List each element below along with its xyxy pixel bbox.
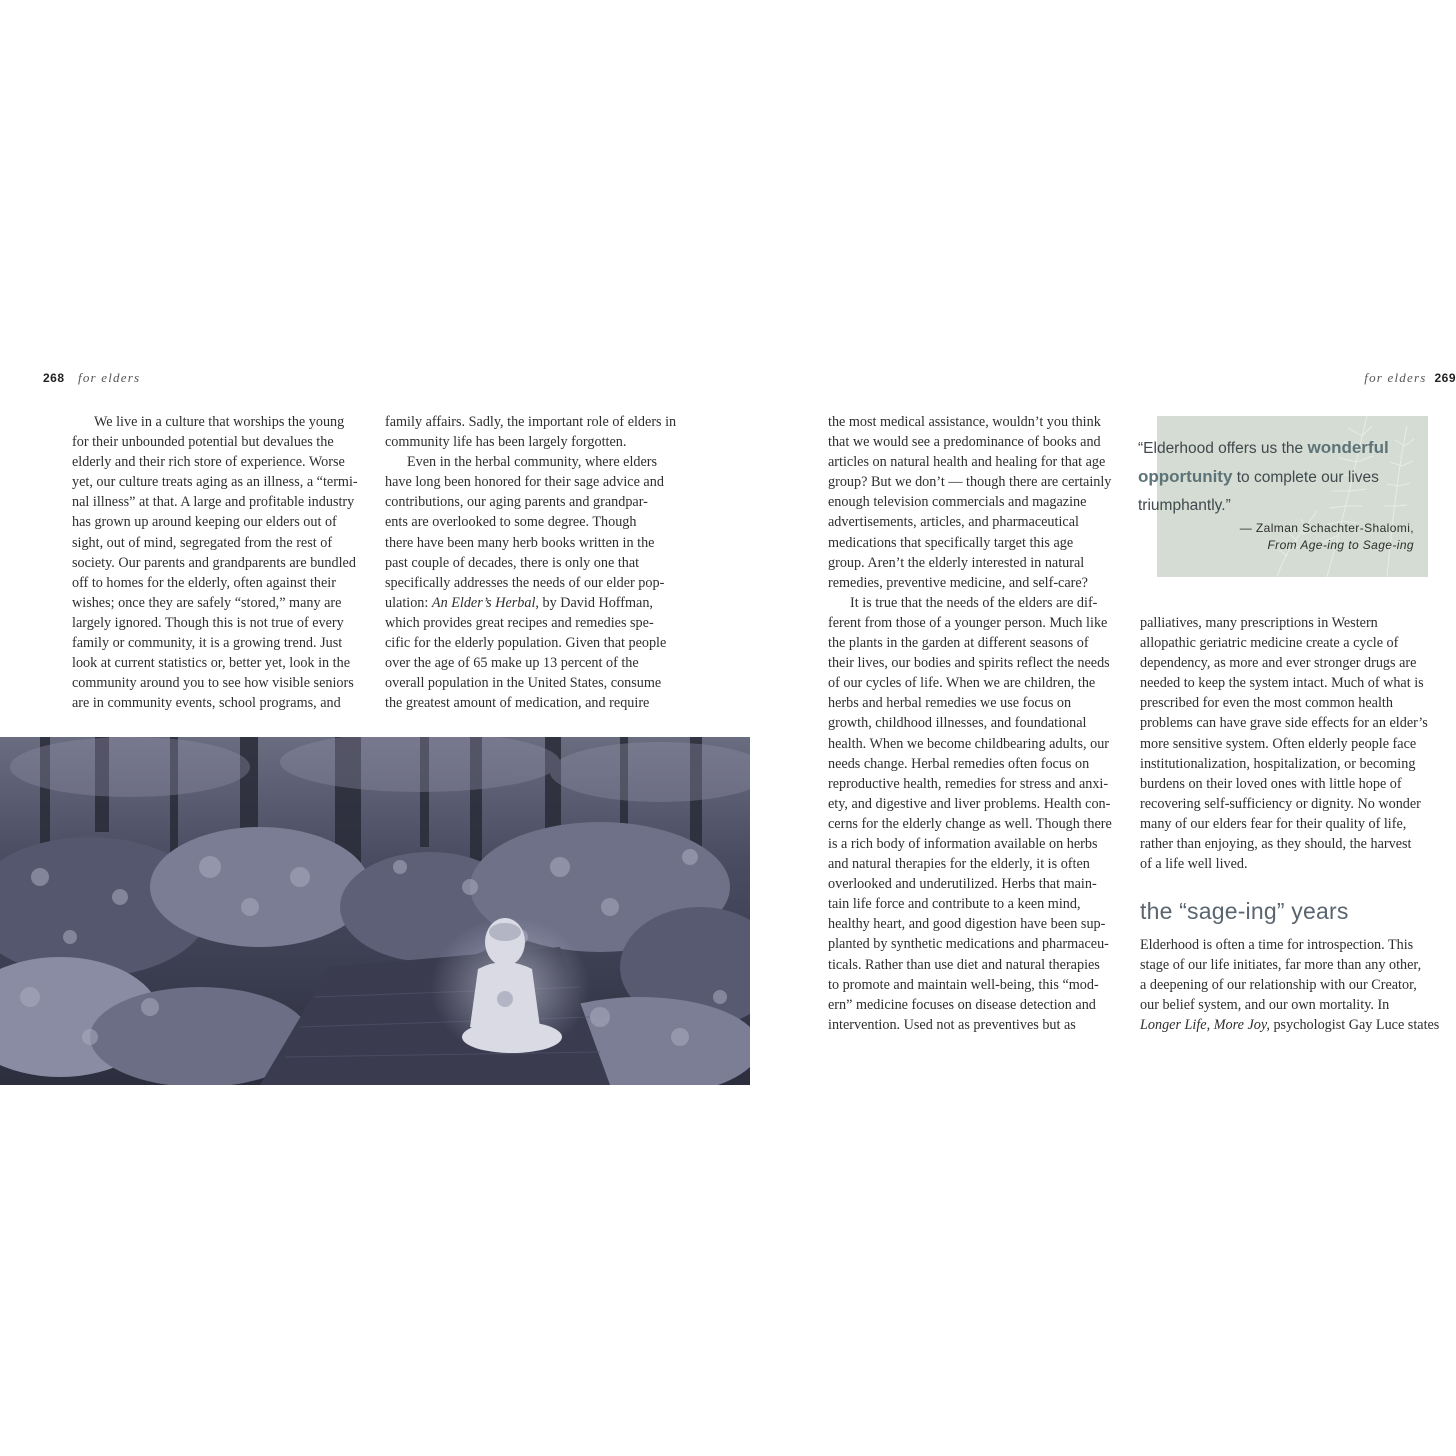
section-heading: the “sage-ing” years: [1140, 898, 1349, 924]
text-line: yet, our culture treats aging as an illness, a “termi-: [72, 474, 358, 491]
text-line: ents are overlooked to some degree. Though: [385, 514, 637, 531]
text-line: society. Our parents and grandparents are bundled: [72, 554, 356, 571]
quote-emphasis: opportunity: [1138, 467, 1233, 486]
text-line: family or community, it is a growing trend. Just: [72, 635, 343, 652]
text-line: It is true that the needs of the elders are dif-: [850, 594, 1098, 611]
text-line: largely ignored. Though this is not true of every: [72, 614, 344, 631]
text-line: recovering self-sufficiency or dignity. No wonder: [1140, 795, 1421, 812]
text-line: past couple of decades, there is only one that: [385, 554, 640, 571]
text-line: there have been many herb books written in the: [385, 534, 655, 551]
text-line: look at current statistics or, better yet, look in the: [72, 655, 350, 672]
text-line: over the age of 65 make up 13 percent of the: [385, 655, 639, 672]
section-body: [1140, 935, 1440, 1035]
text-line: more sensitive system. Often elderly people face: [1140, 735, 1417, 752]
text-line: planted by synthetic medications and pharmaceu-: [828, 936, 1109, 953]
text-line: growth, childhood illnesses, and foundational: [828, 715, 1087, 732]
text-line: institutionalization, hospitalization, or becoming: [1140, 755, 1416, 772]
text-line: Elderhood is often a time for introspection. This: [1140, 937, 1414, 953]
garden-photo: [0, 737, 750, 1085]
pull-quote: “Elderhood offers us the wonderful opportunity to complete our lives triumphantly.”: [1138, 438, 1389, 514]
text-line: our belief system, and our own mortality. In: [1140, 997, 1390, 1014]
text-line: tain life force and contribute to a keen mind,: [828, 896, 1081, 913]
text-line: have long been honored for their sage advice and: [385, 474, 664, 491]
text-line: ulation: An Elder’s Herbal, by David Hoffman,: [385, 594, 653, 611]
text-line: of our cycles of life. When we are children, the: [828, 675, 1096, 692]
running-head-title-right: for elders: [1364, 370, 1427, 385]
buddha-statue-garden-photo-icon: [0, 737, 750, 1085]
text-line: needed to keep the system intact. Much of what is: [1140, 675, 1424, 692]
text-line: intervention. Used not as preventives but as: [828, 1016, 1076, 1033]
text-line: reproductive health, remedies for stress and anxi-: [828, 775, 1109, 792]
text-line: is a rich body of information available on herbs: [828, 835, 1098, 852]
text-line: wishes; once they are safely “stored,” many are: [72, 594, 342, 611]
text-line: the greatest amount of medication, and require: [385, 695, 650, 712]
text-line: a deepening of our relationship with our Creator,: [1140, 977, 1417, 994]
text-line: Even in the herbal community, where elders: [407, 454, 658, 471]
text-line: the most medical assistance, wouldn’t you think: [828, 414, 1101, 430]
book-title: An Elder’s Herbal,: [431, 594, 539, 611]
body-column-4: [1140, 613, 1435, 874]
text-line: the plants in the garden at different seasons of: [828, 635, 1089, 652]
text-line: for their unbounded potential but devalues the: [72, 434, 334, 451]
text-line: overall population in the United States, consume: [385, 675, 662, 692]
text-line: rather than enjoying, as they should, the harvest: [1140, 836, 1412, 853]
text-line: ety, and digestive and liver problems. Health con-: [828, 795, 1111, 812]
text-line: are in community events, school programs, and: [72, 695, 341, 712]
text-line: remedies, preventive medicine, and self-care?: [828, 574, 1088, 591]
running-head-title-left: for elders: [78, 370, 141, 385]
text-line: ferent from those of a younger person. Much like: [828, 614, 1108, 631]
text-line: sight, out of mind, segregated from the rest of: [72, 534, 333, 551]
text-line: many of our elders fear for their quality of life,: [1140, 815, 1407, 832]
text-line: that we would see a predominance of books and: [828, 434, 1101, 451]
pull-quote-attribution: [1240, 520, 1414, 554]
running-head-left: [43, 370, 140, 386]
text-line: problems can have grave side effects for an elder’s: [1140, 715, 1428, 732]
body-column-1: [72, 412, 367, 713]
text-line: their lives, our bodies and spirits reflect the needs: [828, 655, 1110, 672]
text-line: prescribed for even the most common health: [1140, 695, 1393, 712]
text-line: healthy heart, and good digestion have been sup-: [828, 916, 1106, 933]
page-number-right: 269: [1434, 371, 1456, 385]
text-line: and natural therapies for the elderly, it is often: [828, 856, 1090, 873]
text-line: palliatives, many prescriptions in Western: [1140, 615, 1378, 631]
text-line: articles on natural health and healing for that age: [828, 454, 1106, 471]
text-line: ern” medicine focuses on disease detection and: [828, 996, 1096, 1013]
text-line: which provides great recipes and remedies spe-: [385, 614, 654, 631]
text-line: Longer Life, More Joy, psychologist Gay Luce states: [1140, 1017, 1440, 1034]
text-line: overlooked and underutilized. Herbs that main-: [828, 876, 1097, 893]
text-line: group. Aren’t the elderly interested in natural: [828, 554, 1085, 571]
book-title: Longer Life, More Joy,: [1140, 1017, 1270, 1034]
text-line: health. When we become childbearing adults, our: [828, 735, 1110, 752]
text-line: contributions, our aging parents and grandpar-: [385, 494, 648, 511]
text-line: herbs and herbal remedies we use focus on: [828, 695, 1072, 712]
text-line: allopathic geriatric medicine create a cycle of: [1140, 635, 1399, 652]
text-line: off to homes for the elderly, often against their: [72, 574, 336, 591]
body-column-3: [828, 412, 1123, 1035]
text-line: specifically addresses the needs of our elder pop-: [385, 574, 665, 591]
text-line: burdens on their loved ones with little hope of: [1140, 775, 1402, 792]
text-line: advertisements, articles, and pharmaceutical: [828, 514, 1079, 531]
quote-source: From Age-ing to Sage-ing: [1267, 538, 1414, 552]
quote-emphasis: wonderful: [1307, 438, 1389, 457]
text-line: medications that specifically target this age: [828, 534, 1074, 551]
text-line: cerns for the elderly change as well. Though there: [828, 815, 1112, 832]
text-line: dependency, as more and ever stronger drugs are: [1140, 655, 1417, 672]
text-line: of a life well lived.: [1140, 856, 1248, 873]
text-line: ticals. Rather than use diet and natural therapies: [828, 956, 1100, 973]
text-line: nal illness” at that. A large and profitable industry: [72, 494, 355, 511]
text-line: cific for the elderly population. Given that people: [385, 635, 667, 652]
text-line: elderly and their rich store of experience. Worse: [72, 454, 345, 471]
text-line: stage of our life initiates, far more than any other,: [1140, 957, 1422, 974]
text-line: family affairs. Sadly, the important role of elders in: [385, 414, 677, 430]
text-line: has grown up around keeping our elders out of: [72, 514, 337, 531]
running-head-right: [1256, 370, 1456, 386]
text-line: community life has been largely forgotten.: [385, 434, 627, 451]
text-line: needs change. Herbal remedies often focus on: [828, 755, 1090, 772]
text-line: group? But we don’t — though there are certainly: [828, 474, 1112, 491]
text-line: enough television commercials and magazine: [828, 494, 1087, 511]
page-number-left: 268: [43, 371, 65, 385]
body-column-2: [385, 412, 680, 713]
text-line: to promote and maintain well-being, this “mod-: [828, 976, 1099, 993]
quote-author: — Zalman Schachter-Shalomi,: [1239, 521, 1414, 535]
text-line: We live in a culture that worships the young: [94, 414, 345, 430]
text-line: community around you to see how visible seniors: [72, 675, 354, 692]
